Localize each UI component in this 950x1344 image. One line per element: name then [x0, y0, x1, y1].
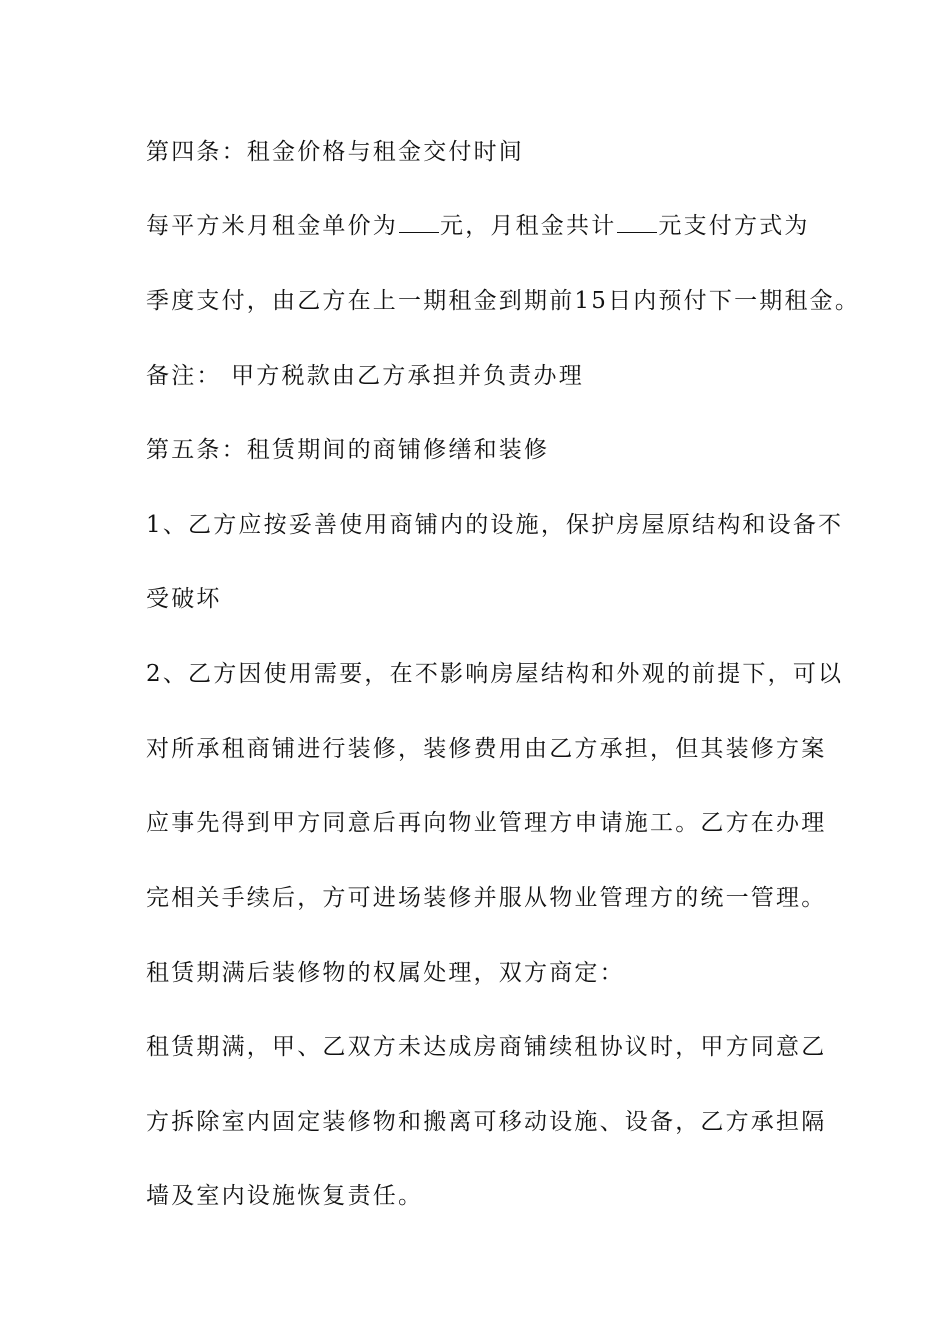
article-4-heading-text: 第四条：租金价格与租金交付时间: [146, 139, 524, 165]
payment-terms-line: [146, 286, 861, 316]
payment-method-label: 元支付方式为: [658, 213, 810, 239]
clause-2-text-4: 完相关手续后，方可进场装修并服从物业管理方的统一管理。: [146, 885, 827, 911]
article-5-heading: [146, 435, 846, 465]
decoration-ownership-heading: [146, 958, 846, 988]
expiry-line-2: [146, 1107, 846, 1137]
decoration-ownership-text: 租赁期满后装修物的权属处理，双方商定：: [146, 960, 625, 986]
clause-1-text-1: 1、乙方应按妥善使用商铺内的设施，保护房屋原结构和设备不: [146, 512, 844, 538]
expiry-text-3: 墙及室内设施恢复责任。: [146, 1183, 424, 1209]
remark-text: 备注： 甲方税款由乙方承担并负责办理: [146, 363, 584, 389]
clause-2-line-1: [146, 659, 846, 689]
clause-1-text-2: 受破坏: [146, 586, 222, 612]
clause-2-line-4: [146, 883, 846, 913]
payment-terms-text: 季度支付，由乙方在上一期租金到期前15日内预付下一期租金。: [146, 288, 861, 314]
clause-2-text-1: 2、乙方因使用需要，在不影响房屋结构和外观的前提下，可以: [146, 661, 844, 687]
expiry-line-1: [146, 1032, 846, 1062]
remark-line: [146, 361, 846, 391]
clause-2-text-2: 对所承租商铺进行装修，装修费用由乙方承担，但其装修方案: [146, 736, 827, 762]
expiry-text-2: 方拆除室内固定装修物和搬离可移动设施、设备，乙方承担隔: [146, 1109, 827, 1135]
expiry-text-1: 租赁期满，甲、乙双方未达成房商铺续租协议时，甲方同意乙: [146, 1034, 827, 1060]
clause-2-line-2: [146, 734, 846, 764]
clause-2-line-3: [146, 808, 846, 838]
rent-unit-price-label: 每平方米月租金单价为: [146, 213, 398, 239]
article-4-heading: [146, 137, 846, 167]
article-5-heading-text: 第五条：租赁期间的商铺修缮和装修: [146, 437, 550, 463]
monthly-rent-label: 元，月租金共计: [440, 213, 617, 239]
expiry-line-3: [146, 1181, 846, 1211]
unit-price-blank: [399, 212, 439, 233]
rent-price-line: [146, 211, 846, 241]
clause-1-line-2: [146, 584, 846, 614]
clause-2-text-3: 应事先得到甲方同意后再向物业管理方申请施工。乙方在办理: [146, 810, 827, 836]
monthly-rent-blank: [617, 212, 657, 233]
clause-1-line-1: [146, 510, 846, 540]
